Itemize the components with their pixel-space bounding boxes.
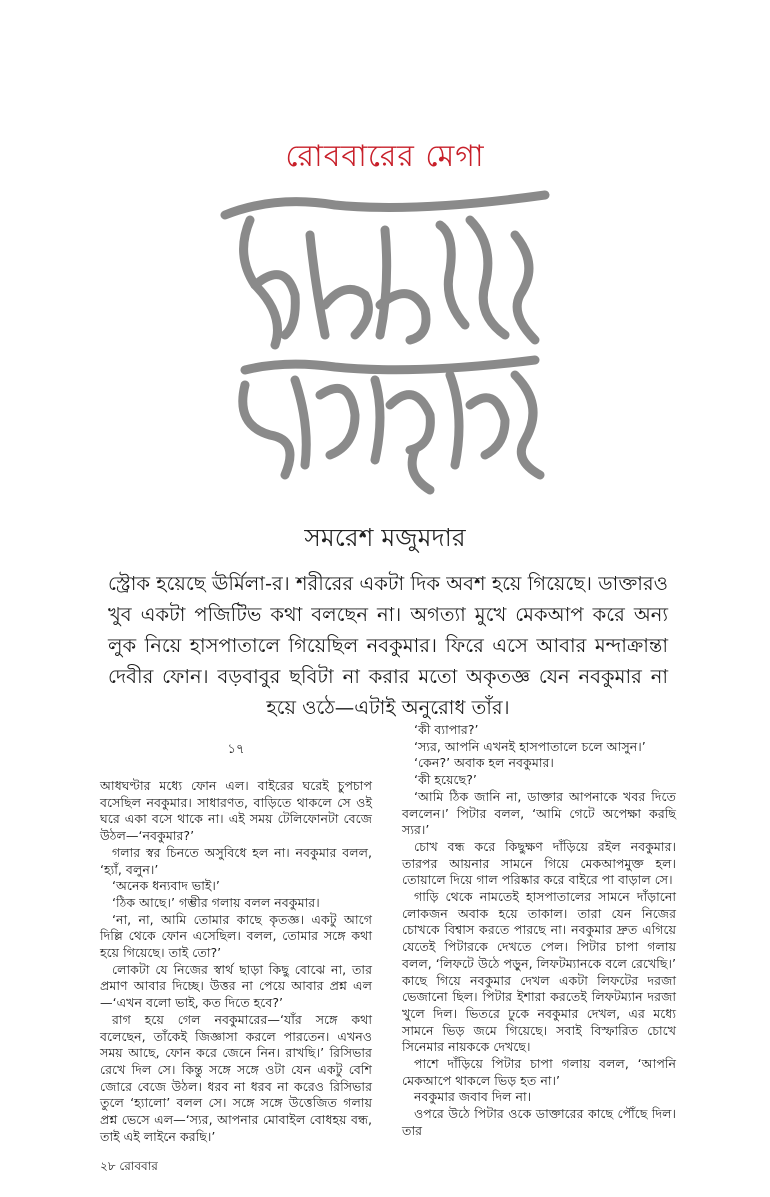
paragraph: ‘কী ব্যাপার?’ [414, 722, 479, 737]
paragraph: ‘স্যর, আপনি এখনই হাসপাতালে চলে আসুন।’ [414, 738, 646, 754]
title-calligraphy-graphic [215, 175, 565, 505]
left-column [100, 742, 372, 1145]
paragraph: গাড়ি থেকে নামতেই হাসপাতালের সামনে দাঁড়ানো লোকজন অবাক হয়ে তাকাল। তারা যেন নিজের চোখকে বিশ্বাস করতে পারছে না। নবকুমার দ্রুত এগিয়ে যেতেই পিটারকে দেখতে পেল। পিটার চাপা গলায় বলল, ‘লিফটে উঠে পড়ুন, লিফটম্যানকে বলে রেখেছি।’ কাছে গিয়ে নবকুমার দেখল একটা লিফটের দরজা ভেজানো ছিল। পিটার ইশারা করতেই লিফটম্যান দরজা খুলে দিল। ভিতরে ঢুকে নবকুমার দেখল, এর মধ্যে সামনে ভিড় জমে গিয়েছে। সবাই বিস্ফারিত চোখে সিনেমার নায়ককে দেখছে। [402, 889, 676, 1055]
intro-paragraph: স্ট্রোক হয়েছে ঊর্মিলা-র। শরীরের একটা দিক অবশ হয়ে গিয়েছে। ডাক্তারও খুব একটা পজিটিভ কথা বলছেন না। অগত্যা মুখে মেকআপ করে অন্য লুক নিয়ে হাসপাতালে গিয়েছিল নবকুমার। ফিরে এসে আবার মন্দাক্রান্তা দেবীর ফোন। বড়বাবুর ছবিটা না করার মতো অকৃতজ্ঞ যেন নবকুমার না হয়ে ওঠে—এটাই অনুরোধ তাঁর। [108, 572, 668, 719]
paragraph: ‘কী হয়েছে?’ [414, 772, 477, 788]
page-folio: ২৮ রোববার [100, 1159, 158, 1173]
calligraphic-title [215, 175, 565, 505]
paragraph: আধঘণ্টার মধ্যে ফোন এল। বাইরের ঘরেই চুপচাপ বসেছিল নবকুমার। সাধারণত, বাড়িতে থাকলে সে ওই ঘরে একা বসে থাকে না। এই সময় টেলিফোনটা বেজে উঠল—‘নবকুমার?’ [100, 778, 372, 844]
paragraph: পাশে দাঁড়িয়ে পিটার চাপা গলায় বলল, ‘আপনি মেকআপে থাকলে ভিড় হত না।’ [402, 1056, 676, 1088]
paragraph: ‘না, না, আমি তোমার কাছে কৃতজ্ঞ। একটু আগে দিল্লি থেকে ফোন এসেছিল। বলল, তোমার সঙ্গে কথা হয়ে গিয়েছে। তাই তো?’ [100, 911, 372, 961]
paragraph: গলার স্বর চিনতে অসুবিধে হল না। নবকুমার বলল, ‘হ্যাঁ, বলুন।’ [100, 844, 372, 877]
paragraph: লোকটা যে নিজের স্বার্থ ছাড়া কিছু বোঝে না, তার প্রমাণ আবার দিচ্ছে। উত্তর না পেয়ে আবার প্রশ্ন এল—‘এখন বলো ভাই, কত দিতে হবে?’ [100, 961, 372, 1011]
paragraph: নবকুমার জবাব দিল না। [414, 1089, 532, 1105]
paragraph: চোখ বন্ধ করে কিছুক্ষণ দাঁড়িয়ে রইল নবকুমার। তারপর আয়নার সামনে গিয়ে মেকআপমুক্ত হল। তোয়ালে দিয়ে গাল পরিষ্কার করে বাইরে পা বাড়াল সে। [402, 838, 676, 888]
right-column [402, 722, 676, 1140]
author-name: সমরেশ মজুমদার [304, 523, 466, 552]
paragraph: ‘অনেক ধন্যবাদ ভাই।’ [112, 878, 220, 894]
paragraph: রাগ হয়ে গেল নবকুমারের—‘যাঁর সঙ্গে কথা বলেছেন, তাঁকেই জিজ্ঞাসা করলে পারতেন। এখনও সময় আছে, ফোন করে জেনে নিন। রাখছি।’ রিসিভার রেখে দিল সে। কিন্তু সঙ্গে সঙ্গে ওটা যেন একটু বেশি জোরে বেজে উঠল। ধরব না ধরব না করেও রিসিভার তুলে ‘হ্যালো’ বলল সে। সঙ্গে সঙ্গে উত্তেজিত গলায় প্রশ্ন ভেসে এল—‘স্যর, আপনার মোবাইল বোধহয় বন্ধ, তাই এই লাইনে করছি।’ [100, 1011, 372, 1144]
paragraph: ‘কেন?’ অবাক হল নবকুমার। [414, 755, 554, 771]
section-kicker: রোববারের মেগা [285, 139, 485, 174]
chapter-number: ১৭ [227, 742, 245, 757]
paragraph: ‘ঠিক আছে।’ গম্ভীর গলায় বলল নবকুমার। [112, 894, 320, 910]
paragraph: ‘আমি ঠিক জানি না, ডাক্তার আপনাকে খবর দিতে বললেন।’ পিটার বলল, ‘আমি গেটে অপেক্ষা করছি স্যর।’ [402, 788, 676, 838]
paragraph: ওপরে উঠে পিটার ওকে ডাক্তারের কাছে পৌঁছে দিল। তার [402, 1106, 676, 1138]
